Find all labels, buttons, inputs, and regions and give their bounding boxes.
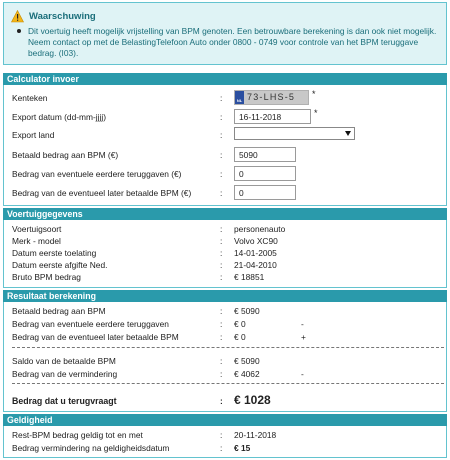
chevron-down-icon (345, 131, 351, 136)
section-header-vehicle: Voertuiggegevens (3, 208, 447, 220)
minus-sign: - (301, 369, 304, 379)
kenteken-value: 73-LHS-5 (247, 92, 296, 102)
export-land-select[interactable] (234, 127, 355, 140)
vermindering-value: € 4062 (234, 369, 260, 379)
vehicle-section: Voertuigsoort : personenauto Merk - model : Volvo XC90 Datum eerste toelating : 14-01-2005 Datum eerste afgifte Ned. : 21-04-2010 Bruto BPM bedrag : € 18851 (3, 220, 447, 288)
section-header-result: Resultaat berekening (3, 290, 447, 302)
vehicle-value: € 18851 (234, 272, 265, 282)
na-geldigheid-value: € 15 (234, 443, 251, 453)
saldo-value: € 5090 (234, 356, 260, 366)
kenteken-label: Kenteken (12, 93, 48, 103)
result-betaald-label: Betaald bedrag aan BPM (12, 306, 106, 316)
export-land-label: Export land (12, 130, 55, 140)
divider (12, 347, 444, 348)
eerdere-teruggaven-label: Bedrag van eventuele eerdere teruggaven (€) (12, 169, 182, 179)
nl-flag-icon: NL (235, 91, 244, 104)
later-betaald-label: Bedrag van de eventueel later betaalde BPM (€) (12, 188, 192, 198)
bullet-icon (17, 29, 21, 33)
warning-message: Dit voertuig heeft mogelijk vrijstelling van BPM genoten. Een betrouwbare berekening is dan ook niet mogelijk. Neem contact op met de BelastingTelefoon Auto onder 0800 - 0749 voor controle van het BPM teruggave bedrag. (I03). (28, 26, 437, 58)
bpm-betaald-label: Betaald bedrag aan BPM (€) (12, 150, 119, 160)
warning-title: Waarschuwing (29, 11, 96, 22)
vermindering-label: Bedrag van de vermindering (12, 369, 118, 379)
result-section: Betaald bedrag aan BPM : € 5090 Bedrag van eventuele eerdere teruggaven : € 0 - Bedrag van de eventueel later betaalde BPM : € 0 + Saldo van de betaalde BPM : € 5090 Bedrag van de vermindering : € 4062 - Bedrag dat u terugvraagt : € 1028 (3, 302, 447, 412)
vehicle-label: Datum eerste afgifte Ned. (12, 260, 108, 270)
result-eerdere-value: € 0 (234, 319, 246, 329)
validity-section: Rest-BPM bedrag geldig tot en met : 20-11-2018 Bedrag vermindering na geldigheidsdatum : € 15 (3, 426, 447, 458)
warning-box (3, 2, 447, 65)
terugvraag-value: € 1028 (234, 393, 271, 407)
required-mark: * (314, 108, 318, 118)
saldo-label: Saldo van de betaalde BPM (12, 356, 116, 366)
vehicle-value: 21-04-2010 (234, 260, 277, 270)
rest-bpm-value: 20-11-2018 (234, 430, 277, 440)
vehicle-label: Bruto BPM bedrag (12, 272, 81, 282)
minus-sign: - (301, 319, 304, 329)
calculator-section: Kenteken : NL 73-LHS-5 * Export datum (dd-mm-jjjj) : 16-11-2018 * Export land : Betaald bedrag aan BPM (€) : 5090 Bedrag van eventuele eerdere teruggaven (€) : 0 Bedrag van de eventueel later betaalde BPM (€) : 0 (3, 85, 447, 206)
vehicle-label: Merk - model (12, 236, 61, 246)
vehicle-value: Volvo XC90 (234, 236, 278, 246)
result-later-value: € 0 (234, 332, 246, 342)
export-datum-label: Export datum (dd-mm-jjjj) (12, 112, 107, 122)
terugvraag-label: Bedrag dat u terugvraagt (12, 396, 117, 406)
vehicle-value: personenauto (234, 224, 286, 234)
bpm-betaald-input[interactable]: 5090 (234, 147, 296, 162)
kenteken-input[interactable] (234, 90, 309, 105)
result-betaald-value: € 5090 (234, 306, 260, 316)
vehicle-label: Voertuigsoort (12, 224, 62, 234)
required-mark: * (312, 89, 316, 99)
later-betaald-input[interactable]: 0 (234, 185, 296, 200)
vehicle-label: Datum eerste toelating (12, 248, 97, 258)
vehicle-value: 14-01-2005 (234, 248, 277, 258)
section-header-validity: Geldigheid (3, 414, 447, 426)
result-later-label: Bedrag van de eventueel later betaalde BPM (12, 332, 179, 342)
export-datum-input[interactable]: 16-11-2018 (234, 109, 311, 124)
result-eerdere-label: Bedrag van eventuele eerdere teruggaven (12, 319, 169, 329)
plus-sign: + (301, 332, 306, 342)
divider (12, 383, 444, 384)
eerdere-teruggaven-input[interactable]: 0 (234, 166, 296, 181)
warning-icon (11, 10, 24, 23)
na-geldigheid-label: Bedrag vermindering na geldigheidsdatum (12, 443, 170, 453)
section-header-calculator: Calculator invoer (3, 73, 447, 85)
rest-bpm-label: Rest-BPM bedrag geldig tot en met (12, 430, 143, 440)
